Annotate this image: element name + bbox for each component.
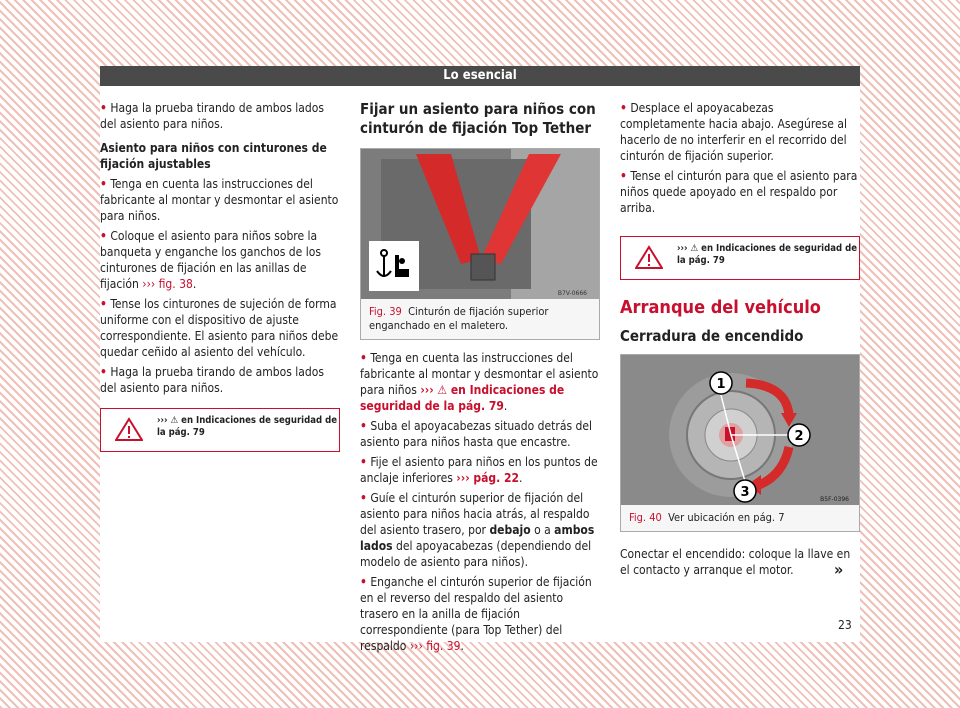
warning-box [100, 408, 340, 452]
bullet: • Suba el apoyacabezas situado detrás del asiento para niños hasta que encastre. [360, 419, 593, 449]
figure-40 [620, 354, 860, 532]
subheading: Asiento para niños con cinturones de fijación ajustables [100, 141, 327, 171]
figure-link[interactable]: ››› fig. 38 [142, 277, 193, 291]
bullet: • Enganche el cinturón superior de fijación en el reverso del respaldo del asiento trasero en la anilla de fijación correspondiente (para Top Tether) del respaldo ››› fig. 39. [360, 575, 592, 653]
continued-mark: » [834, 560, 844, 579]
child-seat-anchor-icon [375, 247, 413, 285]
figure-caption: Fig. 39 Cinturón de fijación superior enganchado en el maletero. [369, 305, 549, 332]
bullet: • Tense el cinturón para que el asiento para niños quede apoyado en el respaldo por arriba. [620, 169, 858, 215]
figure-image [361, 149, 599, 299]
section-title: Fijar un asiento para niños con cinturón de fijación Top Tether [360, 100, 596, 137]
page-number: 23 [838, 618, 852, 632]
section-heading: Arranque del vehículo [620, 297, 821, 318]
page-link[interactable]: ››› pág. 22 [456, 471, 520, 485]
subsection-heading: Cerradura de encendido [620, 327, 804, 345]
bullet: • Tenga en cuenta las instrucciones del fabricante al montar y desmontar el asiento para niños ››› ⚠ en Indicaciones de seguridad de la pág. 79. [360, 351, 599, 413]
figure-39 [360, 148, 600, 340]
bullet: • Haga la prueba tirando de ambos lados del asiento para niños. [100, 101, 324, 131]
bullet: • Desplace el apoyacabezas completamente hacia abajo. Asegúrese al hacerlo de no interferir en el recorrido del cinturón de fijación superior. [620, 101, 847, 163]
bullet: • Coloque el asiento para niños sobre la banqueta y enganche los ganchos de los cinturones de fijación en las anillas de fijación ››› fig. 38. [100, 229, 321, 291]
body-text: Conectar el encendido: coloque la llave en el contacto y arranque el motor. [620, 547, 851, 577]
warning-triangle-icon [635, 245, 663, 269]
bullet: • Haga la prueba tirando de ambos lados del asiento para niños. [100, 365, 324, 395]
warning-triangle-icon [115, 417, 143, 441]
figure-code: B7V-0666 [557, 290, 587, 297]
callout-1: 1 [716, 377, 726, 392]
warning-reference[interactable]: ››› ⚠ en Indicaciones de seguridad de la pág. 79 [677, 243, 857, 266]
column-1 [100, 100, 340, 452]
ignition-lock-photo [621, 355, 859, 505]
figure-code: B5F-0396 [820, 496, 849, 503]
figure-caption: Fig. 40 Ver ubicación en pág. 7 [629, 511, 785, 524]
warning-box [620, 236, 860, 280]
bullet: • Fije el asiento para niños en los puntos de anclaje inferiores ››› pág. 22. [360, 455, 598, 485]
section-header: Lo esencial [100, 66, 860, 86]
warning-reference[interactable]: ››› ⚠ en Indicaciones de seguridad de la pág. 79 [157, 415, 337, 438]
column-3 [620, 100, 860, 582]
warning-link[interactable]: ››› ⚠ en Indicaciones de seguridad de la pág. 79 [360, 383, 565, 413]
figure-image [621, 355, 859, 505]
figure-link[interactable]: ››› fig. 39 [409, 639, 461, 653]
bullet: • Tenga en cuenta las instrucciones del fabricante al montar y desmontar el asiento para niños. [100, 177, 339, 223]
column-2 [360, 100, 600, 658]
bullet: • Guíe el cinturón superior de fijación del asiento para niños hacia atrás, al respaldo del asiento trasero, por debajo o a ambos lados del apoyacabezas (dependiendo del modelo de asiento para niños). [360, 491, 595, 569]
bullet: • Tense los cinturones de sujeción de forma uniforme con el dispositivo de ajuste correspondiente. El asiento para niños debe quedar ceñido al asiento del vehículo. [100, 297, 339, 359]
callout-2: 2 [794, 429, 804, 444]
callout-3: 3 [740, 485, 750, 500]
